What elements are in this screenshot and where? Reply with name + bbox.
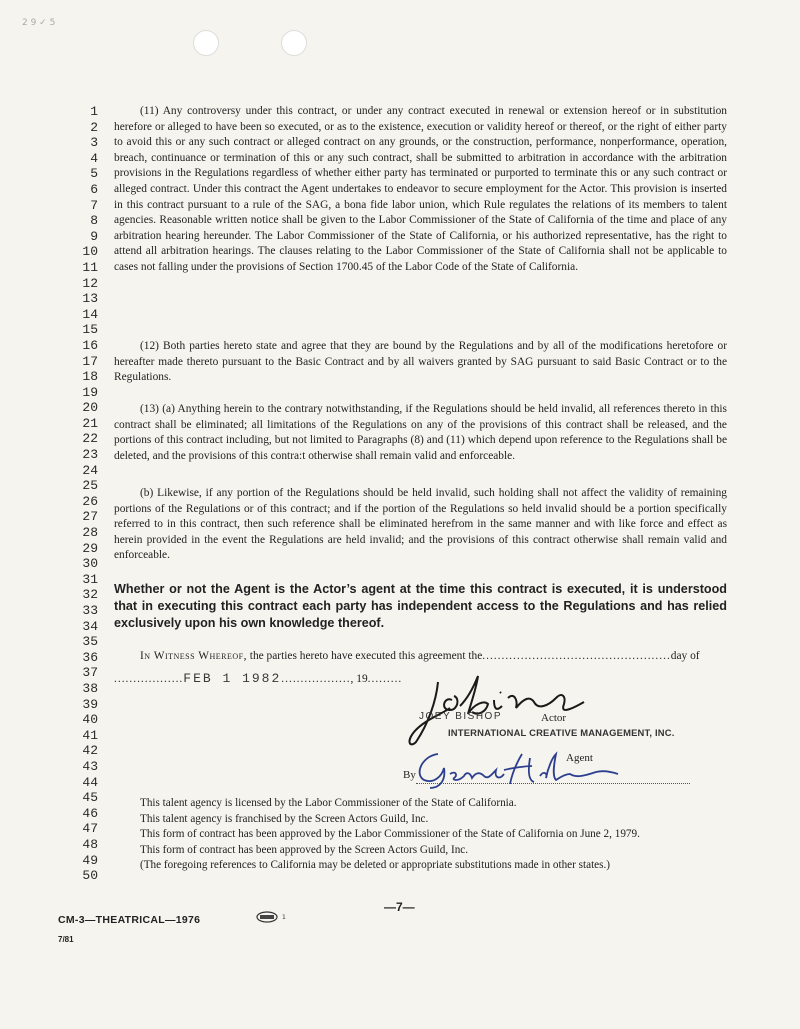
line-number: 37 [82,665,98,681]
actor-signature [398,662,598,752]
line-number: 15 [82,322,98,338]
line-number: 17 [82,353,98,369]
actor-name: JOEY BISHOP [419,711,503,722]
line-number: 27 [82,509,98,525]
page-number: —7— [384,900,415,914]
date-dots-left: .................. [114,673,184,685]
line-number: 16 [82,337,98,353]
line-number: 2 [90,119,98,135]
line-number: 29 [82,540,98,556]
line-number: 38 [82,680,98,696]
line-number: 19 [82,384,98,400]
witness-line [140,650,730,662]
print-date: 7/81 [58,935,74,944]
punch-hole-right [281,30,307,56]
line-number: 8 [90,213,98,229]
line-number: 36 [82,649,98,665]
line-number: 25 [82,478,98,494]
paragraph-13a: (13) (a) Anything herein to the contrary notwithstanding, if the Regulations should be held invalid, all references thereto in this contract shall be eliminated; all limitations of the Regulations on any of the provisions of this contract shall be released, and the portions of this contract including, but not limited to Paragraphs (8) and (11) which depend upon reference to the Regulations shall be deleted, and the provisions of this contra:t otherwise shall remain valid and enforceable. [114,403,727,462]
line-number: 12 [82,275,98,291]
form-code: CM-3—THEATRICAL—1976 [58,914,201,926]
witness-lead: In Witness Whereof, [140,650,247,662]
line-number: 31 [82,571,98,587]
line-number: 6 [90,181,98,197]
line-number: 46 [82,805,98,821]
witness-dots: ................................................. [482,650,671,662]
line-numbers [72,104,98,884]
line-number: 24 [82,462,98,478]
union-label-icon [256,910,290,924]
line-number: 48 [82,836,98,852]
note-item: This talent agency is franchised by the Screen Actors Guild, Inc. [140,812,429,825]
line-number: 7 [90,197,98,213]
line-number: 13 [82,291,98,307]
by-label: By [403,769,416,781]
year-prefix: 19 [356,673,368,685]
agent-label: Agent [566,752,593,764]
agent-signature [400,744,620,794]
corner-mark: 2 9 ✓ 5 [22,18,56,28]
line-number: 28 [82,525,98,541]
line-number: 35 [82,634,98,650]
date-dots-right: .................. [281,673,351,685]
year-dots: ......... [367,673,403,685]
independent-access-clause: Whether or not the Agent is the Actor’s agent at the time this contract is executed, it is understood that in executing this contract each party has independent access to the Regulations and has relied exclusively upon his own knowledge thereof. [114,582,727,630]
actor-label: Actor [541,712,567,724]
line-number: 21 [82,415,98,431]
paragraph-12: (12) Both parties hereto state and agree that they are bound by the Regulations and by all of the modifications heretofore or hereafter made thereto pursuant to the Basic Contract and by all waivers granted by SAG pursuant to said Basic Contract or to the Regulations. [114,340,727,384]
line-number: 33 [82,603,98,618]
date-stamp: FEB 1 1982 [183,671,282,686]
note-item: This talent agency is licensed by the Labor Commissioner of the State of California. [140,797,517,809]
punch-hole-left [193,30,219,56]
paragraph-13b: (b) Likewise, if any portion of the Regulations should be held invalid, such holding shall not affect the validity of remaining portions of the Regulations or of this contract; and if the portion of the Regulations so held invalid should be a portion specifically referred to in this contract, then such reference shall be eliminated herefrom in the same manner and with like force and effect as herein provided in the event the Regulations are held invalid; and the provisions of this contract otherwise shall remain valid and enforceable. [114,487,727,562]
line-number: 41 [82,727,98,743]
line-number: 47 [82,821,98,837]
line-number: 9 [90,228,98,244]
line-number: 18 [82,369,98,385]
line-number: 23 [82,447,98,463]
line-number: 22 [82,431,98,447]
date-line: ..................FEB 1 1982.................., 19......... [114,671,403,686]
agency-name: INTERNATIONAL CREATIVE MANAGEMENT, INC. [448,727,675,738]
line-number: 43 [82,758,98,774]
line-number: 44 [82,774,98,790]
line-number: 50 [82,868,98,884]
line-number: 32 [82,587,98,603]
line-number: 42 [82,743,98,759]
witness-text: the parties hereto have executed this agreement the [249,650,483,662]
note-item: This form of contract has been approved by the Labor Commissioner of the State of California on June 2, 1979. [140,828,640,841]
line-number: 10 [82,244,98,260]
line-number: 34 [82,618,98,634]
line-number: 39 [82,696,98,712]
paragraph-11: (11) Any controversy under this contract, or under any contract executed in renewal or extension hereof or in substitution herefore or alleged to have been so executed, or as to the existence, execution or validity hereof or thereof, or the right of either party to avoid this or any such contract or alleged contract on any grounds, or the construction, performance, nonperformance, operation, breach, continuance or termination of this or any such contract, shall be submitted to arbitration in accordance with the arbitration provisions in the Regulations regardless of whether either party has terminated or purported to terminate this or any such contract or alleged contract. Under this contract the Agent undertakes to endeavor to secure employment for the Actor. This provision is inserted in this contract pursuant to a rule of the SAG, a bona fide labor union, which Rule regulates the relations of its members to talent agencies. Reasonable written notice shall be given to the Labor Commissioner of the State of California of the time and place of any arbitration hearing hereunder. The Labor Commissioner of the State of California, or his authorized representative, has the right to attend all arbitration hearings. The clauses relating to the Labor Commissioner of the State of California shall not be applicable to cases not falling under the provisions of Section 1700.45 of the Labor Code of the State of California. [114,105,727,273]
line-number: 26 [82,493,98,509]
union-bug-number: 1 [282,914,286,921]
line-number: 45 [82,790,98,806]
note-item: (The foregoing references to California may be deleted or appropriate substitutions made in other states.) [140,859,611,872]
line-number: 5 [90,166,98,182]
legal-notes [140,796,730,874]
line-number: 14 [82,306,98,322]
line-number: 30 [82,556,98,572]
line-number: 3 [90,135,98,151]
line-number: 1 [90,104,98,119]
witness-day-of: day of [670,650,700,662]
line-number: 4 [90,150,98,166]
line-number: 11 [82,259,98,275]
line-number: 40 [82,712,98,728]
note-item: This form of contract has been approved by the Screen Actors Guild, Inc. [140,843,469,856]
line-number: 20 [82,400,98,416]
line-number: 49 [82,852,98,868]
